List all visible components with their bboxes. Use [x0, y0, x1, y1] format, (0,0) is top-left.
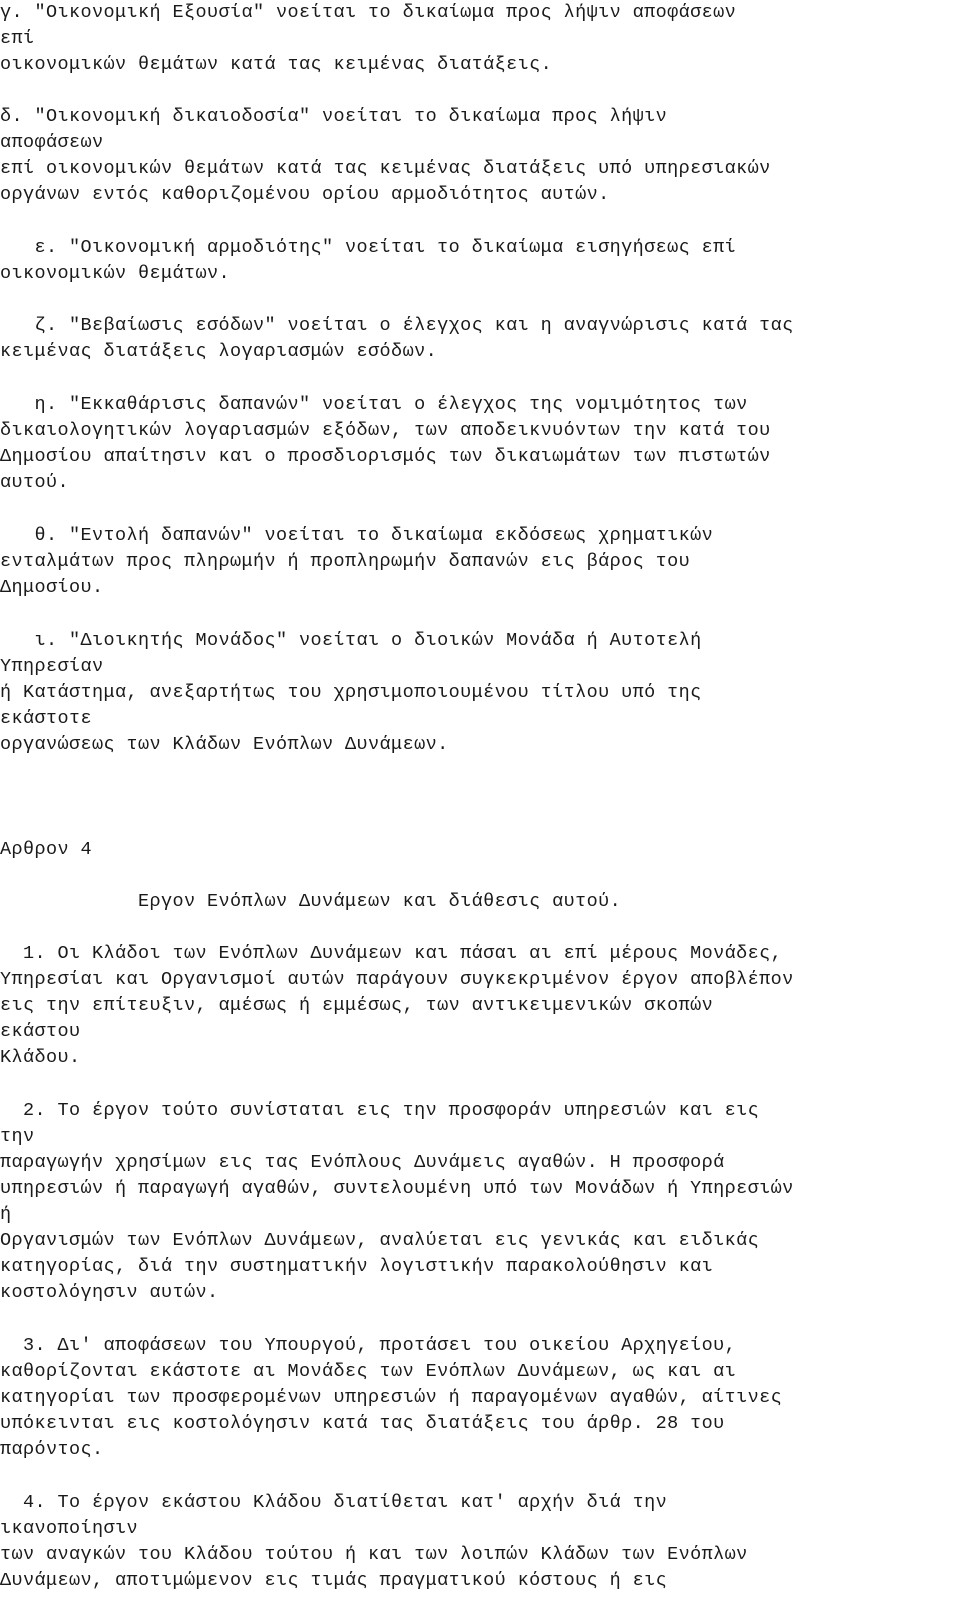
text-line: θ. "Εντολή δαπανών" νοείται το δικαίωμα εκδόσεως χρηματικών: [0, 525, 714, 546]
text-line: επί οικονομικών θεμάτων κατά τας κειμένας διατάξεις υπό υπηρεσιακών: [0, 158, 771, 179]
text-line: οικονομικών θεμάτων κατά τας κειμένας διατάξεις.: [0, 54, 553, 75]
text-line: ενταλμάτων προς πληρωμήν ή προπληρωμήν δαπανών εις βάρος του: [0, 551, 691, 572]
text-line: ε. "Οικονομική αρμοδιότης" νοείται το δικαίωμα εισηγήσεως επί: [0, 237, 737, 258]
article-heading: Αρθρον 4: [0, 839, 93, 860]
text-line: 1. Οι Κλάδοι των Ενόπλων Δυνάμεων και πάσαι αι επί μέρους Μονάδες,: [0, 943, 783, 964]
text-line: παραγωγήν χρησίμων εις τας Ενόπλους Δυνάμεις αγαθών. Η προσφορά: [0, 1152, 725, 1173]
text-line: την: [0, 1126, 35, 1147]
text-line: κατηγορίαι των προσφερομένων υπηρεσιών ή παραγομένων αγαθών, αίτινες: [0, 1387, 783, 1408]
text-line: ή: [0, 1204, 12, 1225]
text-line: δ. "Οικονομική δικαιοδοσία" νοείται το δικαίωμα προς λήψιν: [0, 106, 668, 127]
text-line: Οργανισμών των Ενόπλων Δυνάμεων, αναλύεται εις γενικάς και ειδικάς: [0, 1230, 760, 1251]
text-line: των αναγκών του Κλάδου τούτου ή και των λοιπών Κλάδων των Ενόπλων: [0, 1544, 748, 1565]
text-line: εκάστοτε: [0, 708, 93, 729]
text-line: κοστολόγησιν αυτών.: [0, 1282, 219, 1303]
text-line: ικανοποίησιν: [0, 1518, 139, 1539]
text-line: οικονομικών θεμάτων.: [0, 263, 231, 284]
article-title: Εργον Ενόπλων Δυνάμεων και διάθεσις αυτού.: [0, 891, 622, 912]
text-line: επί: [0, 28, 35, 49]
text-line: οργανώσεως των Κλάδων Ενόπλων Δυνάμεων.: [0, 734, 449, 755]
text-line: η. "Εκκαθάρισις δαπανών" νοείται ο έλεγχος της νομιμότητος των: [0, 394, 748, 415]
text-line: Υπηρεσίαι και Οργανισμοί αυτών παράγουν συγκεκριμένον έργον αποβλέπον: [0, 969, 794, 990]
text-line: καθορίζονται εκάστοτε αι Μονάδες των Ενόπλων Δυνάμεων, ως και αι: [0, 1361, 737, 1382]
text-line: 2. Το έργον τούτο συνίσταται εις την προσφοράν υπηρεσιών και εις: [0, 1100, 760, 1121]
text-line: Υπηρεσίαν: [0, 656, 104, 677]
text-line: Δημοσίου απαίτησιν και ο προσδιορισμός των δικαιωμάτων των πιστωτών: [0, 446, 771, 467]
text-line: εις την επίτευξιν, αμέσως ή εμμέσως, των αντικειμενικών σκοπών: [0, 995, 714, 1016]
text-line: ι. "Διοικητής Μονάδος" νοείται ο διοικών Μονάδα ή Αυτοτελή: [0, 630, 702, 651]
text-line: δικαιολογητικών λογαριασμών εξόδων, των αποδεικνυόντων την κατά του: [0, 420, 771, 441]
text-line: υπόκεινται εις κοστολόγησιν κατά τας διατάξεις του άρθρ. 28 του: [0, 1413, 725, 1434]
text-line: οργάνων εντός καθοριζομένου ορίου αρμοδιότητος αυτών.: [0, 184, 610, 205]
text-line: παρόντος.: [0, 1439, 104, 1460]
text-line: ή Κατάστημα, ανεξαρτήτως του χρησιμοποιουμένου τίτλου υπό της: [0, 682, 702, 703]
text-line: 3. Δι' αποφάσεων του Υπουργού, προτάσει του οικείου Αρχηγείου,: [0, 1335, 737, 1356]
text-line: υπηρεσιών ή παραγωγή αγαθών, συντελουμένη υπό των Μονάδων ή Υπηρεσιών: [0, 1178, 794, 1199]
text-line: ζ. "Βεβαίωσις εσόδων" νοείται ο έλεγχος και η αναγνώρισις κατά τας: [0, 315, 794, 336]
text-line: αποφάσεων: [0, 132, 104, 153]
text-line: κειμένας διατάξεις λογαριασμών εσόδων.: [0, 341, 438, 362]
text-line: 4. Το έργον εκάστου Κλάδου διατίθεται κατ' αρχήν διά την: [0, 1492, 668, 1513]
text-line: Κλάδου.: [0, 1047, 81, 1068]
text-line: Δημοσίου.: [0, 577, 104, 598]
text-line: γ. "Οικονομική Εξουσία" νοείται το δικαίωμα προς λήψιν αποφάσεων: [0, 2, 737, 23]
text-line: Δυνάμεων, αποτιμώμενον εις τιμάς πραγματικού κόστους ή εις: [0, 1570, 668, 1591]
text-line: κατηγορίας, διά την συστηματικήν λογιστικήν παρακολούθησιν και: [0, 1256, 714, 1277]
text-line: αυτού.: [0, 472, 70, 493]
text-line: εκάστου: [0, 1021, 81, 1042]
